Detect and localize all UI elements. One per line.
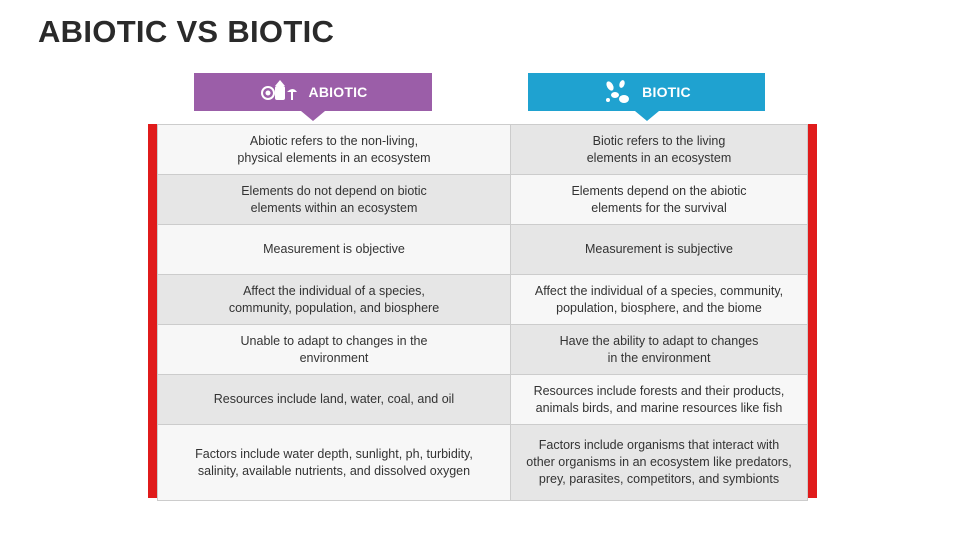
abiotic-header (194, 73, 432, 111)
biotic-cell: Factors include organisms that interact with other organisms in an ecosystem like predators, prey, parasites, competitors, and symbionts (511, 425, 808, 501)
abiotic-cell: Elements do not depend on biotic elements within an ecosystem (158, 175, 511, 225)
abiotic-header-label: ABIOTIC (308, 84, 368, 100)
biotic-header (528, 73, 765, 111)
page-title: ABIOTIC VS BIOTIC (38, 14, 335, 49)
table-row (158, 175, 808, 225)
right-accent-bar (808, 124, 817, 498)
abiotic-cell: Unable to adapt to changes in the environment (158, 325, 511, 375)
abiotic-cell: Abiotic refers to the non-living, physical elements in an ecosystem (158, 125, 511, 175)
left-accent-bar (148, 124, 157, 498)
biotic-organisms-icon (602, 78, 632, 106)
biotic-header-label: BIOTIC (642, 84, 691, 100)
abiotic-cell: Measurement is objective (158, 225, 511, 275)
table-row (158, 125, 808, 175)
abiotic-cell: Factors include water depth, sunlight, ph, turbidity, salinity, available nutrients, and dissolved oxygen (158, 425, 511, 501)
table-row (158, 275, 808, 325)
biotic-cell: Measurement is subjective (511, 225, 808, 275)
biotic-cell: Biotic refers to the living elements in an ecosystem (511, 125, 808, 175)
biotic-cell: Resources include forests and their products, animals birds, and marine resources like fish (511, 375, 808, 425)
abiotic-cell: Affect the individual of a species, community, population, and biosphere (158, 275, 511, 325)
abiotic-cell: Resources include land, water, coal, and oil (158, 375, 511, 425)
table-row (158, 375, 808, 425)
comparison-table (157, 124, 808, 501)
biotic-cell: Elements depend on the abiotic elements for the survival (511, 175, 808, 225)
table-row (158, 425, 808, 501)
table-row (158, 325, 808, 375)
biotic-cell: Have the ability to adapt to changes in the environment (511, 325, 808, 375)
abiotic-elements-icon (259, 78, 299, 106)
biotic-cell: Affect the individual of a species, community, population, biosphere, and the biome (511, 275, 808, 325)
table-row (158, 225, 808, 275)
